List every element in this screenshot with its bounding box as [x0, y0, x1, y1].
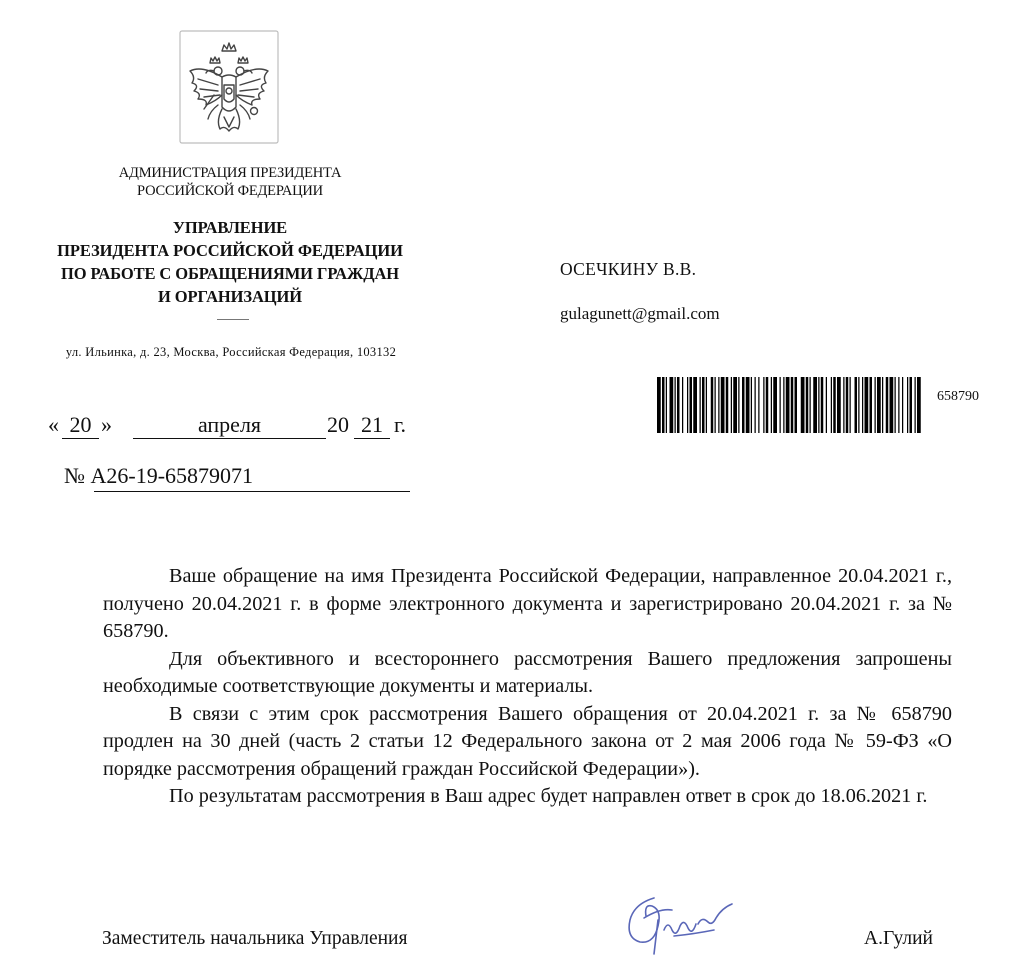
barcode-bar: [766, 377, 769, 433]
dept-title-line4: И ОРГАНИЗАЦИЙ: [158, 287, 302, 306]
registration-number: [64, 463, 253, 489]
dept-title-line3: ПО РАБОТЕ С ОБРАЩЕНИЯМИ ГРАЖДАН: [60, 264, 400, 283]
barcode-bar: [780, 377, 781, 433]
barcode-bar: [837, 377, 841, 433]
barcode-bar: [865, 377, 869, 433]
barcode-bar: [833, 377, 836, 433]
barcode-bar: [902, 377, 903, 433]
date-close-quote: »: [101, 412, 112, 437]
barcode-bar: [773, 377, 777, 433]
registration-number-value: А26-19-65879071: [90, 463, 254, 488]
date-year-prefix: 20: [327, 412, 349, 437]
barcode-bar: [662, 377, 665, 433]
barcode-bar: [677, 377, 680, 433]
barcode-bar: [731, 377, 732, 433]
barcode-bar: [783, 377, 784, 433]
header-divider: [217, 319, 249, 320]
barcode-bar: [895, 377, 896, 433]
barcode-bar: [700, 377, 701, 433]
barcode-bar: [898, 377, 899, 433]
body-paragraph-3: В связи с этим срок рассмотрения Вашего обращения от 20.04.2021 г. за № 658790 продлен на 30 дней (часть 2 статьи 12 Федерального закона от 2 мая 2006 года № 59-ФЗ «О порядке рассмотрения обращений граждан Российской Федерации»).: [103, 702, 952, 780]
admin-title-line2: РОССИЙСКОЙ ФЕДЕРАЦИИ: [137, 183, 323, 199]
barcode-bar: [858, 377, 859, 433]
barcode-bar: [882, 377, 883, 433]
barcode-bar: [907, 377, 908, 433]
date-year-suffix: 21: [354, 412, 390, 439]
barcode-bar: [687, 377, 688, 433]
letter-body: [103, 563, 952, 811]
barcode: [657, 377, 921, 433]
admin-title-line1: АДМИНИСТРАЦИЯ ПРЕЗИДЕНТА: [118, 165, 342, 181]
registration-underline: [94, 491, 410, 492]
signatory-name: А.Гулий: [864, 928, 933, 949]
barcode-bar: [810, 377, 811, 433]
barcode-bar: [733, 377, 737, 433]
barcode-bar: [771, 377, 772, 433]
barcode-bar: [862, 377, 863, 433]
barcode-bar: [742, 377, 745, 433]
barcode-bar: [915, 377, 916, 433]
barcode-bar: [718, 377, 719, 433]
date-month: апреля: [133, 412, 326, 439]
barcode-bar: [890, 377, 894, 433]
barcode-bar: [801, 377, 805, 433]
dept-title-line1: УПРАВЛЕНИЕ: [172, 218, 288, 237]
barcode-bar: [755, 377, 756, 433]
barcode-bar: [886, 377, 889, 433]
barcode-bar: [711, 377, 714, 433]
date-open-quote: «: [48, 412, 59, 437]
body-paragraph-4: По результатам рассмотрения в Ваш адрес будет направлен ответ в срок до 18.06.2021 г.: [169, 785, 928, 807]
barcode-bar: [850, 377, 851, 433]
barcode-bar: [786, 377, 790, 433]
barcode-bar: [702, 377, 705, 433]
barcode-number: 658790: [937, 389, 979, 404]
barcode-bar: [877, 377, 881, 433]
barcode-bar: [846, 377, 849, 433]
barcode-bar: [826, 377, 827, 433]
barcode-bar: [910, 377, 913, 433]
barcode-bar: [682, 377, 683, 433]
recipient-name: ОСЕЧКИНУ В.В.: [560, 259, 697, 279]
date-year-unit: г.: [394, 412, 407, 437]
barcode-bar: [855, 377, 858, 433]
sender-address: ул. Ильинка, д. 23, Москва, Российская Федерация, 103132: [65, 345, 397, 359]
barcode-bar: [818, 377, 819, 433]
barcode-bar: [791, 377, 794, 433]
barcode-bar: [715, 377, 716, 433]
body-paragraph-1: Ваше обращение на имя Президента Российской Федерации, направленное 20.04.2021 г., получено 20.04.2021 г. в форме электронного документа и зарегистрировано 20.04.2021 г. за № 658790.: [103, 565, 952, 642]
recipient-email: gulagunett@gmail.com: [560, 304, 720, 323]
barcode-bar: [670, 377, 674, 433]
barcode-bar: [706, 377, 707, 433]
barcode-bar: [813, 377, 817, 433]
barcode-bar: [806, 377, 809, 433]
barcode-bar: [763, 377, 764, 433]
barcode-bar: [738, 377, 739, 433]
barcode-bar: [721, 377, 725, 433]
barcode-bar: [843, 377, 844, 433]
barcode-bar: [746, 377, 750, 433]
handwritten-signature: [614, 890, 744, 956]
barcode-bar: [831, 377, 832, 433]
barcode-bar: [875, 377, 876, 433]
body-paragraph-2: Для объективного и всестороннего рассмотрения Вашего предложения запрошены необходимые соответствующие документы и материалы.: [103, 647, 952, 697]
russian-coat-of-arms-icon: [178, 29, 280, 145]
barcode-bar: [821, 377, 824, 433]
signatory-title: Заместитель начальника Управления: [102, 928, 408, 949]
barcode-bar: [758, 377, 759, 433]
barcode-bar: [666, 377, 667, 433]
barcode-bar: [693, 377, 697, 433]
number-sign: №: [64, 463, 85, 488]
barcode-bar: [726, 377, 729, 433]
barcode-bar: [917, 377, 921, 433]
barcode-bar: [690, 377, 693, 433]
barcode-bar: [795, 377, 798, 433]
barcode-bar: [870, 377, 873, 433]
barcode-bar: [657, 377, 661, 433]
dept-title-line2: ПРЕЗИДЕНТА РОССИЙСКОЙ ФЕДЕРАЦИИ: [57, 241, 403, 260]
barcode-bar: [675, 377, 676, 433]
date-day: 20: [62, 412, 99, 439]
barcode-bar: [751, 377, 752, 433]
